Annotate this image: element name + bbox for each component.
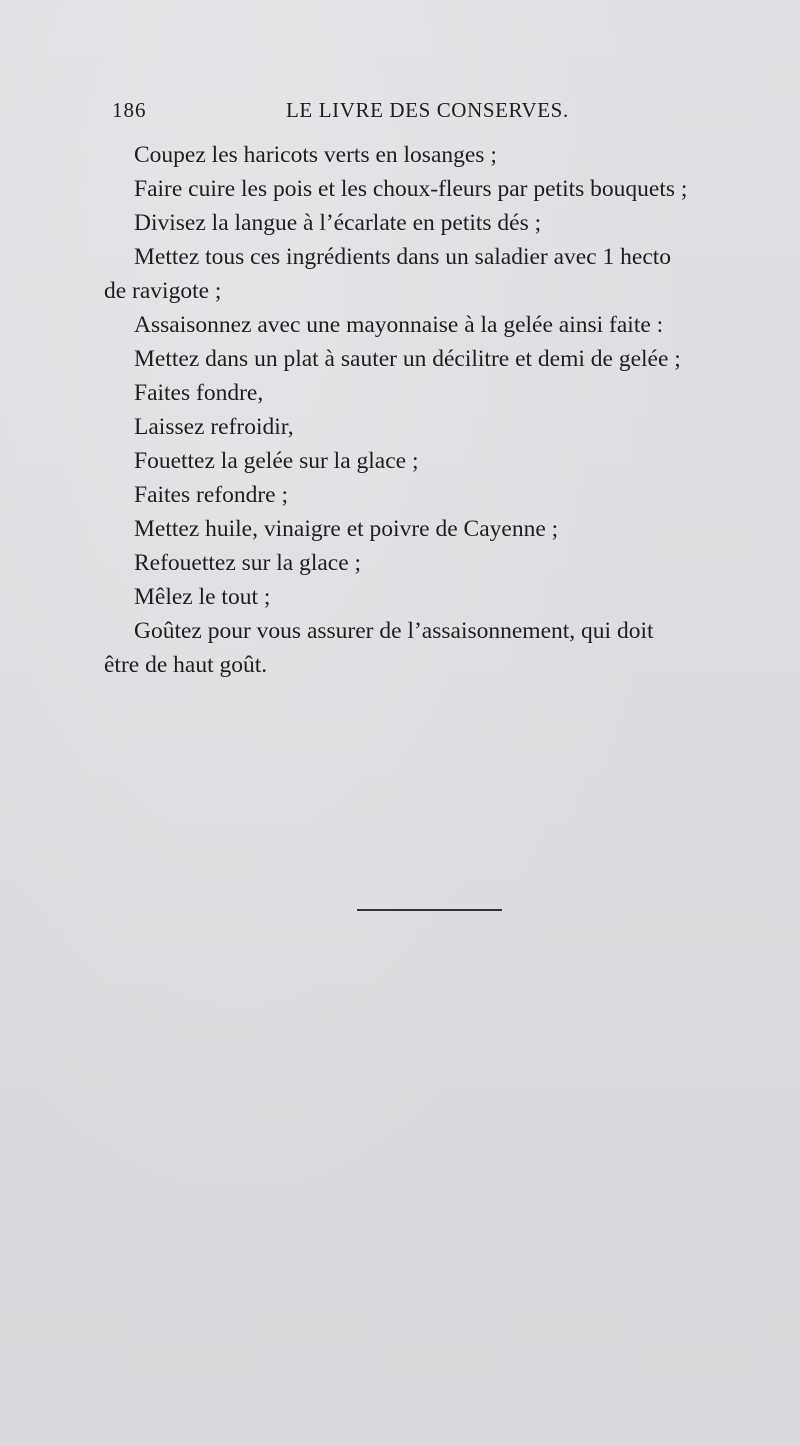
text-line: Goûtez pour vous assurer de l’assaisonnement, qui doit	[134, 618, 654, 644]
text-line: être de haut goût.	[104, 652, 268, 678]
text-line: Mêlez le tout ;	[134, 584, 271, 610]
text-line: Mettez tous ces ingrédients dans un saladier avec 1 hecto	[134, 244, 672, 270]
running-title: LE LIVRE DES CONSERVES.	[286, 98, 569, 122]
text-line: Refouettez sur la glace ;	[134, 550, 362, 576]
page-number: 186	[112, 98, 147, 122]
body-text	[104, 138, 764, 682]
text-line: Faites refondre ;	[134, 482, 289, 508]
text-line: Mettez dans un plat à sauter un décilitre et demi de gelée ;	[134, 346, 681, 372]
text-line: Faire cuire les pois et les choux-fleurs par petits bouquets ;	[134, 176, 688, 202]
text-line: Assaisonnez avec une mayonnaise à la gelée ainsi faite :	[134, 312, 664, 338]
page-header	[112, 98, 572, 128]
section-divider	[357, 909, 502, 911]
text-line: Laissez refroidir,	[134, 414, 294, 440]
text-line: Coupez les haricots verts en losanges ;	[134, 142, 497, 168]
text-line: Faites fondre,	[134, 380, 264, 406]
text-line: Mettez huile, vinaigre et poivre de Cayenne ;	[134, 516, 559, 542]
text-line: Fouettez la gelée sur la glace ;	[134, 448, 419, 474]
text-line: Divisez la langue à l’écarlate en petits dés ;	[134, 210, 542, 236]
text-line: de ravigote ;	[104, 278, 222, 304]
